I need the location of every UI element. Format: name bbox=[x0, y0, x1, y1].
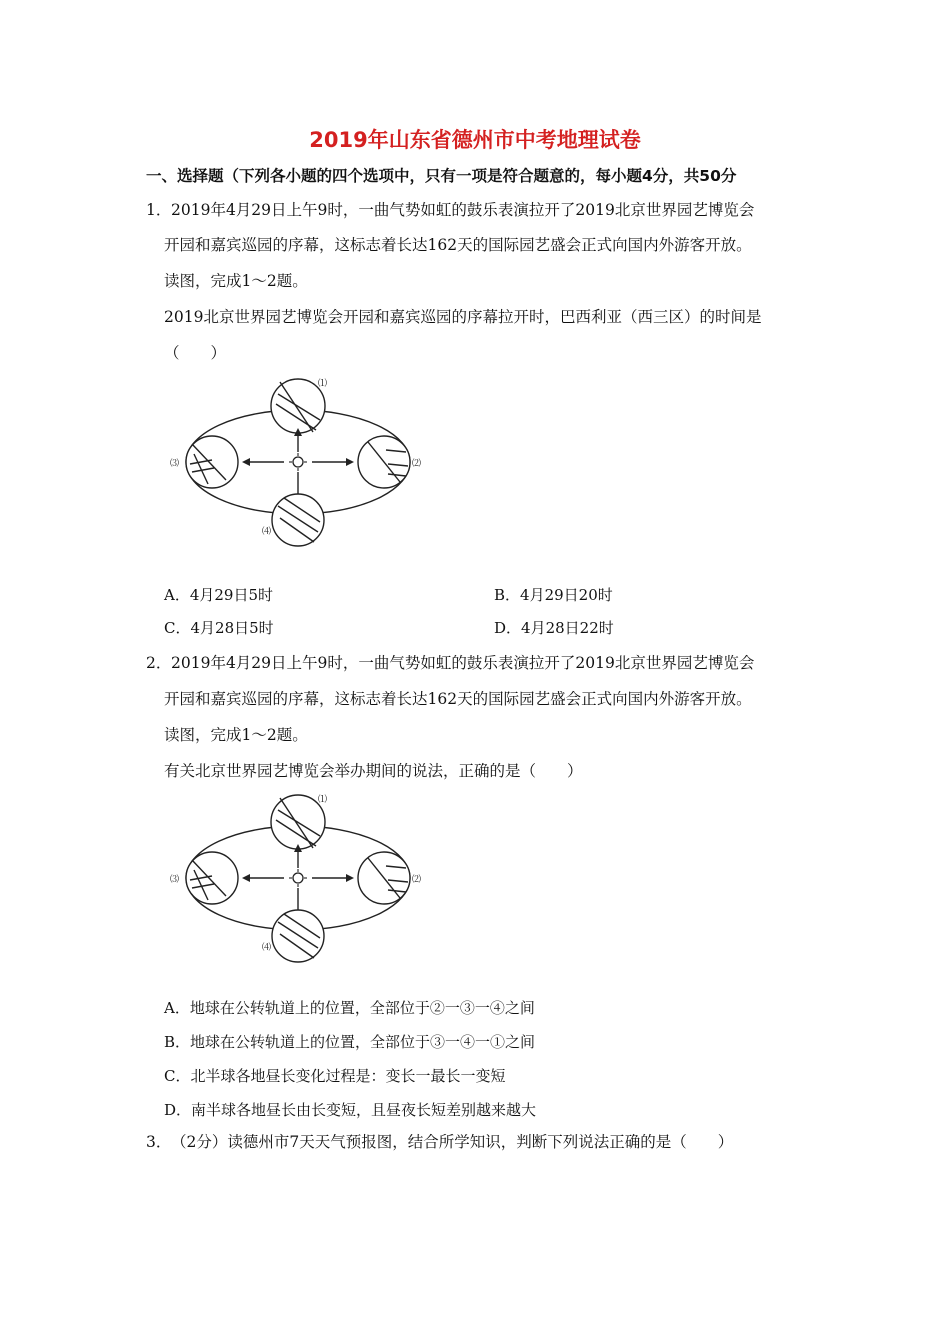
diagram-label: ⑴ bbox=[318, 379, 328, 389]
option-a: A．4月29日5时 bbox=[164, 586, 274, 604]
section-header: 一、选择题（下列各小题的四个选项中，只有一项是符合题意的，每小题4分，共50分 bbox=[146, 167, 737, 185]
question-text: 开园和嘉宾巡园的序幕，这标志着长达162天的国际园艺盛会正式向国内外游客开放。 bbox=[164, 236, 752, 254]
diagram-label: ⑵ bbox=[412, 459, 422, 469]
option-c: C．北半球各地昼长变化过程是：变长一最长一变短 bbox=[164, 1067, 506, 1085]
question-text: 读图，完成1～2题。 bbox=[164, 726, 308, 744]
question-text: 2019年4月29日上午9时，一曲气势如虹的鼓乐表演拉开了2019北京世界园艺博览会 bbox=[171, 654, 755, 672]
question-text: 有关北京世界园艺博览会举办期间的说法，正确的是（ ） bbox=[164, 762, 583, 780]
answer-blank: （ ） bbox=[164, 344, 227, 362]
question-text: 开园和嘉宾巡园的序幕，这标志着长达162天的国际园艺盛会正式向国内外游客开放。 bbox=[164, 690, 752, 708]
option-c: C．4月28日5时 bbox=[164, 619, 274, 637]
question-number: 3． bbox=[146, 1133, 172, 1151]
question-number: 2． bbox=[146, 654, 172, 672]
earth-orbit-diagram bbox=[168, 372, 428, 552]
page-title: 2019年山东省德州市中考地理试卷 bbox=[309, 128, 641, 152]
question-number: 1． bbox=[146, 201, 172, 219]
option-b: B．4月29日20时 bbox=[494, 586, 613, 604]
diagram-label: ⑷ bbox=[262, 943, 272, 953]
diagram-label: ⑶ bbox=[170, 875, 180, 885]
option-a: A．地球在公转轨道上的位置，全部位于②一③一④之间 bbox=[164, 999, 535, 1017]
question-text: 读图，完成1～2题。 bbox=[164, 272, 308, 290]
diagram-label: ⑷ bbox=[262, 527, 272, 537]
question-text: （2分）读德州市7天天气预报图，结合所学知识，判断下列说法正确的是（ ） bbox=[171, 1133, 734, 1151]
diagram-label: ⑶ bbox=[170, 459, 180, 469]
option-d: D．南半球各地昼长由长变短，且昼夜长短差别越来越大 bbox=[164, 1101, 537, 1119]
diagram-label: ⑴ bbox=[318, 795, 328, 805]
option-b: B．地球在公转轨道上的位置，全部位于③一④一①之间 bbox=[164, 1033, 536, 1051]
earth-orbit-diagram bbox=[168, 788, 428, 968]
question-text: 2019北京世界园艺博览会开园和嘉宾巡园的序幕拉开时，巴西利亚（西三区）的时间是 bbox=[164, 308, 762, 326]
question-text: 2019年4月29日上午9时，一曲气势如虹的鼓乐表演拉开了2019北京世界园艺博览会 bbox=[171, 201, 755, 219]
option-d: D．4月28日22时 bbox=[494, 619, 614, 637]
diagram-label: ⑵ bbox=[412, 875, 422, 885]
